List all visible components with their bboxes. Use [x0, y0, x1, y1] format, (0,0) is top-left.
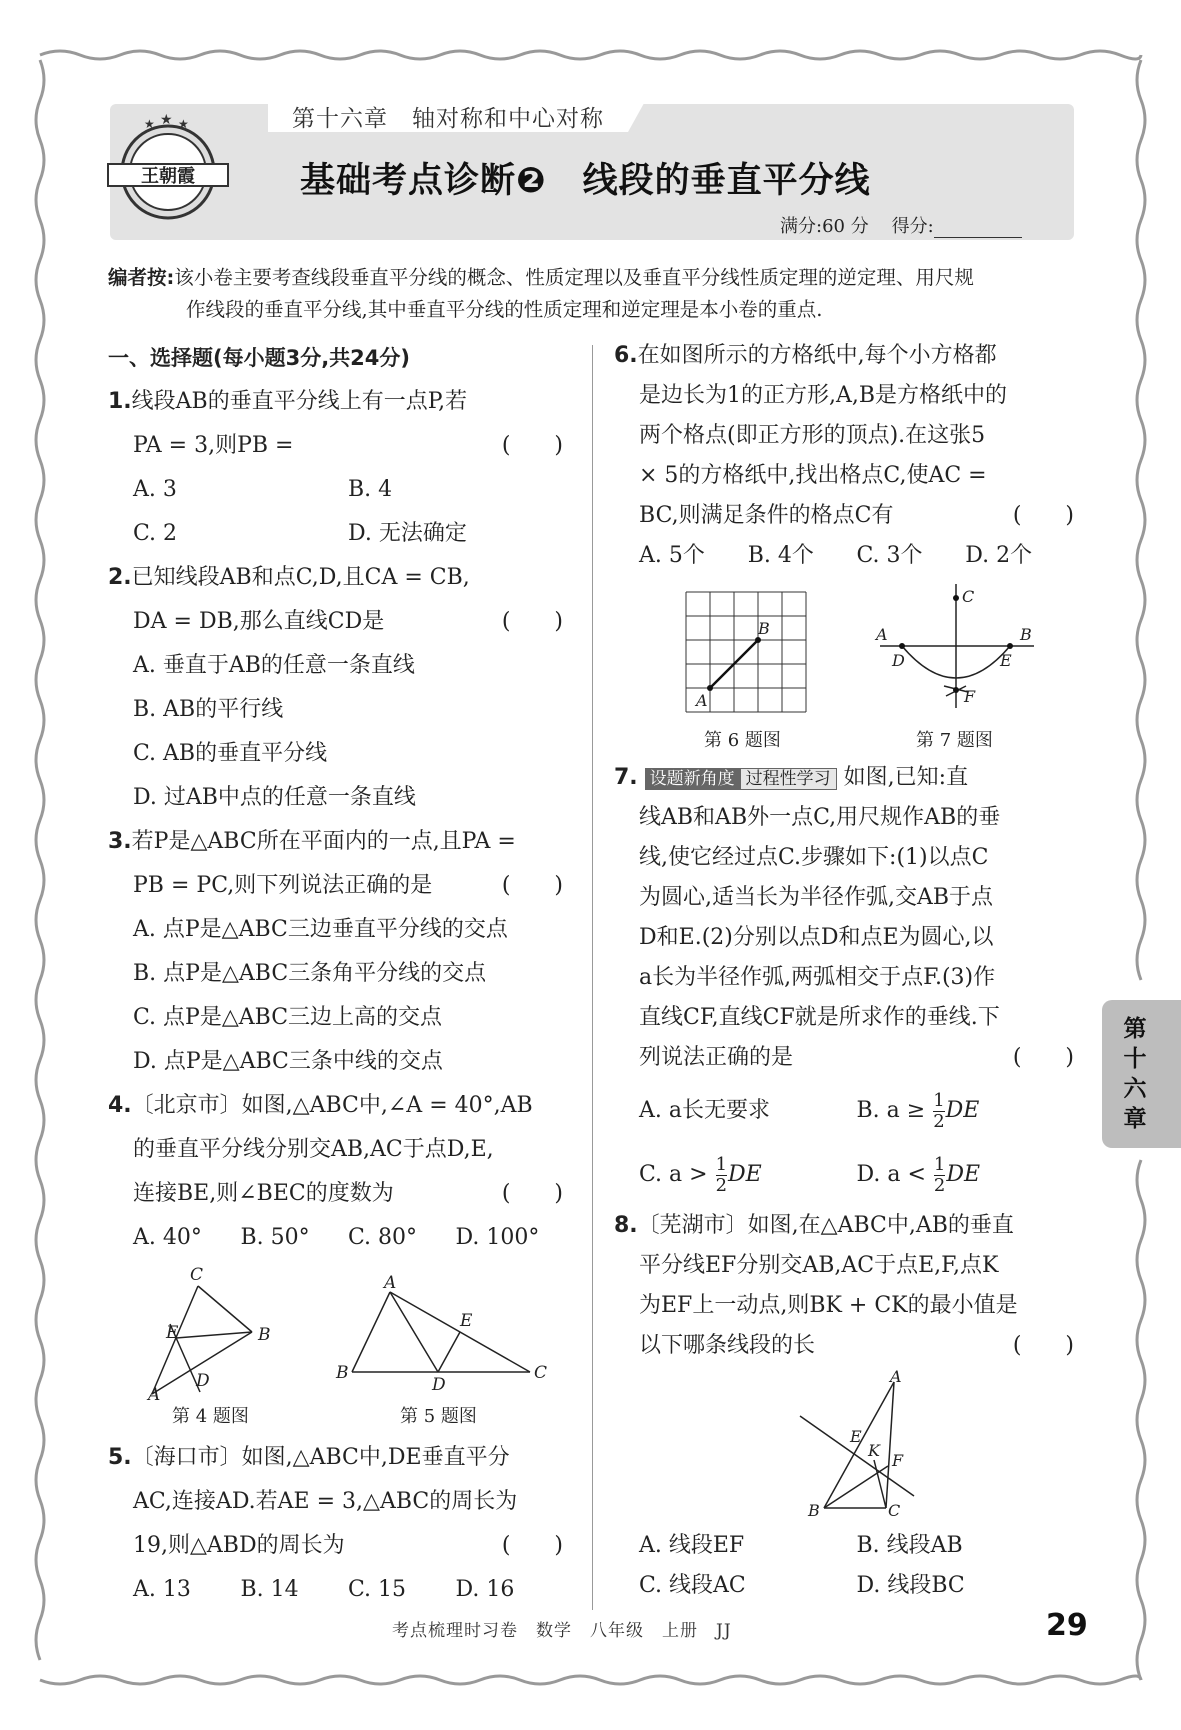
column-divider	[592, 345, 593, 1610]
q7-option-a[interactable]: A. a长无要求	[639, 1098, 770, 1123]
q8-option-d[interactable]: D. 线段BC	[856, 1573, 965, 1598]
q5-option-c[interactable]: C. 15	[348, 1577, 407, 1602]
right-column-q7	[614, 758, 1074, 1366]
figure-8	[796, 1370, 926, 1520]
q7-tag-new-angle: 设题新角度	[645, 768, 740, 790]
answer-paren[interactable]: ( )	[501, 433, 563, 458]
footer-text: 考点梳理时习卷 数学 八年级 上册 JJ	[392, 1621, 732, 1641]
q8-options	[614, 1526, 1074, 1606]
q5-option-d[interactable]: D. 16	[455, 1577, 515, 1602]
full-score: 满分:60 分	[780, 216, 869, 237]
q6-line2: 是边长为1的正方形,A,B是方格纸中的	[639, 383, 1008, 408]
answer-paren[interactable]: ( )	[501, 873, 563, 898]
q7-line3: 线,使它经过点C.步骤如下:(1)以点C	[639, 845, 989, 870]
figure-7-caption: 第 7 题图	[916, 730, 993, 751]
q1-option-b[interactable]: B. 4	[348, 477, 393, 502]
q2-option-b[interactable]: B. AB的平行线	[133, 697, 284, 722]
q4-line2: 的垂直平分线分别交AB,AC于点D,E,	[133, 1137, 494, 1162]
fig8-label-a: A	[890, 1370, 902, 1386]
q2-option-a[interactable]: A. 垂直于AB的任意一条直线	[133, 653, 415, 678]
q7-line7: 直线CF,直线CF就是所求作的垂线.下	[639, 1005, 1000, 1030]
q7-line8: 列说法正确的是 ( )	[614, 1038, 1074, 1078]
q3-option-b[interactable]: B. 点P是△ABC三条角平分线的交点	[133, 961, 487, 986]
q6-option-d[interactable]: D. 2个	[965, 543, 1033, 568]
fig5-label-a: A	[384, 1274, 397, 1293]
q6-line5: BC,则满足条件的格点C有 ( )	[614, 496, 1074, 536]
q1-line1: 1.线段AB的垂直平分线上有一点P,若	[108, 389, 468, 414]
figure-4-caption: 第 4 题图	[172, 1406, 249, 1427]
publisher-logo	[104, 112, 232, 224]
fig5-label-e: E	[460, 1311, 473, 1331]
fig5-label-b: B	[336, 1363, 349, 1383]
q8-option-b[interactable]: B. 线段AB	[856, 1533, 963, 1558]
q7-option-c[interactable]: C. a > $\frac{1}{2}$ DE	[639, 1153, 762, 1196]
q7-line5: D和E.(2)分别以点D和点E为圆心,以	[639, 925, 994, 950]
figure-5	[330, 1274, 550, 1394]
q8-line3: 为EF上一动点,则BK + CK的最小值是	[639, 1293, 1018, 1318]
svg-text:★: ★	[160, 112, 173, 128]
q1-option-c[interactable]: C. 2	[133, 521, 178, 546]
fig8-label-f: F	[892, 1451, 904, 1470]
fig8-label-k: K	[868, 1441, 880, 1460]
q4-option-a[interactable]: A. 40°	[133, 1225, 202, 1250]
figure-6-caption: 第 6 题图	[704, 730, 781, 751]
q7-option-b[interactable]: B. a ≥ $\frac{1}{2}$ DE	[856, 1089, 980, 1132]
left-column	[108, 336, 563, 1260]
fig4-label-a: A	[148, 1385, 161, 1402]
fig7-label-a: A	[876, 625, 888, 644]
answer-paren[interactable]: ( )	[501, 609, 563, 634]
answer-paren[interactable]: ( )	[501, 1181, 563, 1206]
fig7-label-e: E	[1000, 651, 1012, 670]
q5-line2: AC,连接AD.若AE = 3,△ABC的周长为	[133, 1489, 518, 1514]
answer-paren[interactable]: ( )	[1012, 1045, 1074, 1070]
q7-line2: 线AB和AB外一点C,用尺规作AB的垂	[639, 805, 1001, 830]
q8-options-cd	[614, 1566, 1074, 1606]
editor-note	[108, 262, 1078, 326]
q7-options-cd	[614, 1144, 1074, 1206]
svg-text:★: ★	[178, 117, 189, 131]
q5-line3: 19,则△ABD的周长为 ( )	[108, 1524, 563, 1568]
answer-paren[interactable]: ( )	[1012, 503, 1074, 528]
score-label: 得分:	[891, 216, 934, 237]
q2-option-d[interactable]: D. 过AB中点的任意一条直线	[133, 785, 416, 810]
fig5-label-d: D	[432, 1375, 446, 1394]
q6-option-b[interactable]: B. 4个	[747, 543, 814, 568]
q8-options-ab	[614, 1526, 1074, 1566]
q5-option-b[interactable]: B. 14	[240, 1577, 299, 1602]
q4-option-c[interactable]: C. 80°	[348, 1225, 418, 1250]
page-number: 29	[1046, 1608, 1088, 1643]
figure-7	[872, 580, 1042, 720]
q6-option-a[interactable]: A. 5个	[639, 543, 705, 568]
logo-text: 王朝霞	[141, 166, 195, 187]
fig4-label-b: B	[258, 1325, 271, 1345]
editor-note-line1: 该小卷主要考查线段垂直平分线的概念、性质定理以及垂直平分线性质定理的逆定理、用尺规	[174, 266, 974, 289]
q4-line3: 连接BE,则∠BEC的度数为 ( )	[108, 1172, 563, 1216]
q8-option-c[interactable]: C. 线段AC	[639, 1573, 746, 1598]
q1-options-cd	[108, 512, 563, 556]
q6-line4: × 5的方格纸中,找出格点C,使AC =	[639, 463, 987, 488]
fig7-label-d: D	[892, 651, 905, 670]
q6-option-c[interactable]: C. 3个	[856, 543, 923, 568]
q7-option-d[interactable]: D. a < $\frac{1}{2}$ DE	[856, 1153, 981, 1196]
page-title: 基础考点诊断❷ 线段的垂直平分线	[300, 161, 871, 201]
fig7-label-b: B	[1020, 625, 1032, 644]
q7-line6: a长为半径作弧,两弧相交于点F.(3)作	[639, 965, 996, 990]
fig5-label-c: C	[534, 1363, 548, 1383]
q2-line1: 2.已知线段AB和点C,D,且CA = CB,	[108, 565, 470, 590]
q5-options	[108, 1568, 563, 1612]
right-column	[614, 336, 1074, 576]
fig6-label-a: A	[696, 691, 708, 710]
answer-paren[interactable]: ( )	[1012, 1333, 1074, 1358]
fig8-label-b: B	[808, 1501, 820, 1520]
q4-options	[108, 1216, 563, 1260]
score-blank[interactable]	[934, 219, 1022, 238]
q7-options-ab	[614, 1078, 1074, 1144]
q5-line1: 5.〔海口市〕如图,△ABC中,DE垂直平分	[108, 1445, 510, 1470]
figure-4	[140, 1262, 280, 1402]
q3-option-c[interactable]: C. 点P是△ABC三边上高的交点	[133, 1005, 443, 1030]
answer-paren[interactable]: ( )	[501, 1533, 563, 1558]
fig6-label-b: B	[758, 619, 770, 638]
figure-6	[678, 588, 818, 718]
q7-line4: 为圆心,适当长为半径作弧,交AB于点	[639, 885, 994, 910]
q2-line2: DA = DB,那么直线CD是 ( )	[108, 600, 563, 644]
fig7-label-c: C	[962, 587, 975, 606]
fig4-label-c: C	[190, 1265, 204, 1285]
q7-tag-process: 过程性学习	[740, 768, 837, 790]
q3-line2: PB = PC,则下列说法正确的是 ( )	[108, 864, 563, 908]
chapter-title: 第十六章 轴对称和中心对称	[292, 106, 604, 132]
left-column-q5	[108, 1436, 563, 1612]
q8-option-a[interactable]: A. 线段EF	[639, 1533, 745, 1558]
score-line	[780, 212, 1022, 238]
q6-line1: 6.在如图所示的方格纸中,每个小方格都	[614, 343, 997, 368]
q6-options	[614, 536, 1074, 576]
q1-option-a[interactable]: A. 3	[133, 477, 177, 502]
q1-options-ab	[108, 468, 563, 512]
q1-line2: PA = 3,则PB = ( )	[108, 424, 563, 468]
q3-option-a[interactable]: A. 点P是△ABC三边垂直平分线的交点	[133, 917, 508, 942]
q7-line1: 7. 设题新角度 过程性学习 如图,已知:直	[614, 765, 969, 790]
q8-line1: 8.〔芜湖市〕如图,在△ABC中,AB的垂直	[614, 1213, 1014, 1238]
q2-option-c[interactable]: C. AB的垂直平分线	[133, 741, 328, 766]
q1-option-d[interactable]: D. 无法确定	[348, 521, 467, 546]
q5-option-a[interactable]: A. 13	[133, 1577, 191, 1602]
q3-line1: 3.若P是△ABC所在平面内的一点,且PA =	[108, 829, 516, 854]
editor-note-label: 编者按:	[108, 266, 175, 289]
fig4-label-e: E	[166, 1323, 179, 1343]
fig4-label-d: D	[196, 1371, 210, 1391]
q6-line3: 两个格点(即正方形的顶点).在这张5	[639, 423, 986, 448]
fig8-label-c: C	[888, 1501, 901, 1520]
q8-line2: 平分线EF分别交AB,AC于点E,F,点K	[639, 1253, 999, 1278]
q4-option-b[interactable]: B. 50°	[240, 1225, 310, 1250]
fig8-label-e: E	[850, 1427, 862, 1446]
chapter-side-tab[interactable]: 第十六章	[1102, 1000, 1181, 1148]
q4-option-d[interactable]: D. 100°	[455, 1225, 540, 1250]
svg-text:★: ★	[144, 117, 155, 131]
section-heading: 一、选择题(每小题3分,共24分)	[108, 346, 411, 370]
q4-line1: 4.〔北京市〕如图,△ABC中,∠A = 40°,AB	[108, 1093, 533, 1118]
editor-note-line2: 作线段的垂直平分线,其中垂直平分线的性质定理和逆定理是本小卷的重点.	[186, 298, 823, 321]
figure-5-caption: 第 5 题图	[400, 1406, 477, 1427]
q3-option-d[interactable]: D. 点P是△ABC三条中线的交点	[133, 1049, 443, 1074]
fig7-label-f: F	[964, 687, 976, 706]
q8-line4: 以下哪条线段的长 ( )	[614, 1326, 1074, 1366]
